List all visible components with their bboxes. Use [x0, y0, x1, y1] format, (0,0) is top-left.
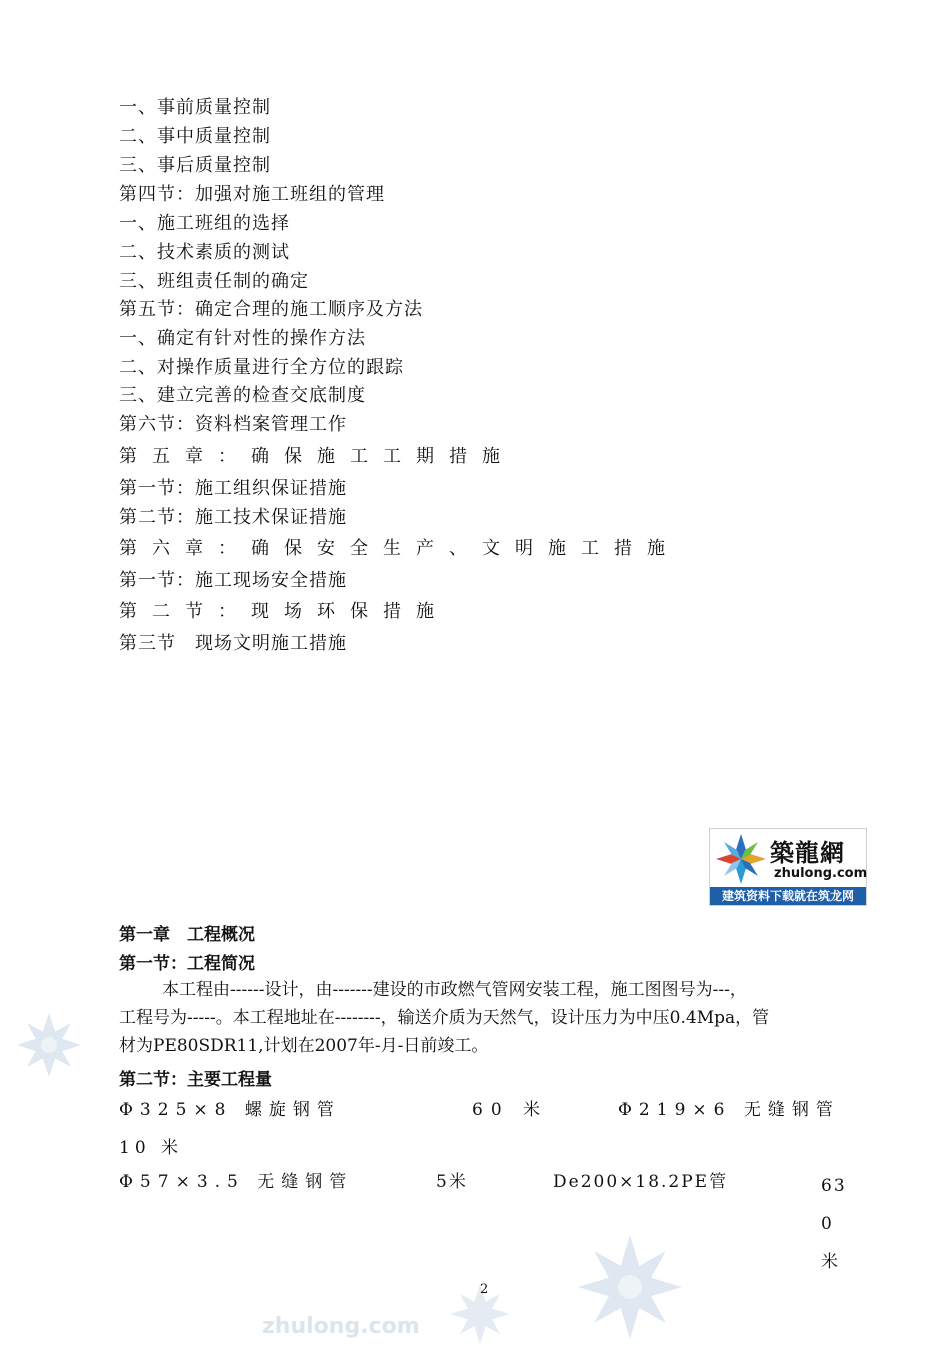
quantity-item-value: 10 米	[119, 1138, 184, 1158]
logo-slogan-bar: 建筑资料下载就在筑龙网	[710, 887, 866, 905]
quantity-item-value: 60 米	[472, 1100, 549, 1120]
toc-line: 第四节：加强对施工班组的管理	[119, 184, 385, 205]
toc-line: 二、对操作质量进行全方位的跟踪	[119, 357, 404, 378]
watermark-snowflake-bottom-right	[575, 1232, 685, 1342]
quantity-item-name: De200×18.2PE管	[553, 1172, 729, 1192]
toc-line-chapter: 第六章：确保安全生产、文明施工措施	[119, 538, 680, 559]
toc-line: 一、确定有针对性的操作方法	[119, 328, 366, 349]
toc-line: 第一节：施工现场安全措施	[119, 570, 347, 591]
toc-line: 第五节：确定合理的施工顺序及方法	[119, 299, 423, 320]
toc-line: 三、班组责任制的确定	[119, 271, 309, 292]
toc-line: 第二节：现场环保措施	[119, 601, 449, 622]
toc-line-chapter: 第五章：确保施工工期措施	[119, 446, 515, 467]
zhulong-emblem-icon	[714, 832, 768, 886]
toc-line: 第一节：施工组织保证措施	[119, 478, 347, 499]
section-title: 第二节：主要工程量	[119, 1070, 272, 1090]
zhulong-logo	[709, 828, 867, 906]
quantity-item-name: Φ219×6 无缝钢管	[618, 1100, 840, 1120]
watermark-text: zhulong.com	[262, 1314, 420, 1339]
watermark-snowflake-left	[14, 1010, 84, 1080]
logo-chinese-name: 築龍網	[770, 838, 845, 867]
quantity-item-value: 630米	[821, 1176, 847, 1272]
paragraph-line: 工程号为-----。本工程地址在--------，输送介质为天然气，设计压力为中压0.4Mpa，管	[119, 1008, 770, 1028]
quantity-item-value: 5米	[436, 1172, 468, 1192]
toc-line: 一、施工班组的选择	[119, 213, 290, 234]
toc-line: 一、事前质量控制	[119, 97, 271, 118]
quantity-item-name: Φ325×8 螺旋钢管	[119, 1100, 341, 1120]
toc-line: 第六节：资料档案管理工作	[119, 414, 347, 435]
toc-line: 第二节：施工技术保证措施	[119, 507, 347, 528]
section-title: 第一节：工程简况	[119, 954, 255, 974]
toc-line: 三、建立完善的检查交底制度	[119, 385, 366, 406]
paragraph-line: 材为PE80SDR11,计划在2007年-月-日前竣工。	[119, 1036, 489, 1056]
toc-line: 二、技术素质的测试	[119, 242, 290, 263]
chapter-title: 第一章 工程概况	[119, 925, 255, 945]
logo-domain: zhulong.com	[774, 866, 868, 881]
toc-line: 三、事后质量控制	[119, 155, 271, 176]
paragraph-line: 本工程由------设计，由-------建设的市政燃气管网安装工程，施工图图号为---，	[162, 980, 747, 1000]
logo-top	[710, 829, 866, 887]
page-number: 2	[480, 1282, 489, 1297]
toc-line: 第三节 现场文明施工措施	[119, 633, 347, 654]
toc-line: 二、事中质量控制	[119, 126, 271, 147]
quantity-item-name: Φ57×3.5 无缝钢管	[119, 1172, 354, 1192]
